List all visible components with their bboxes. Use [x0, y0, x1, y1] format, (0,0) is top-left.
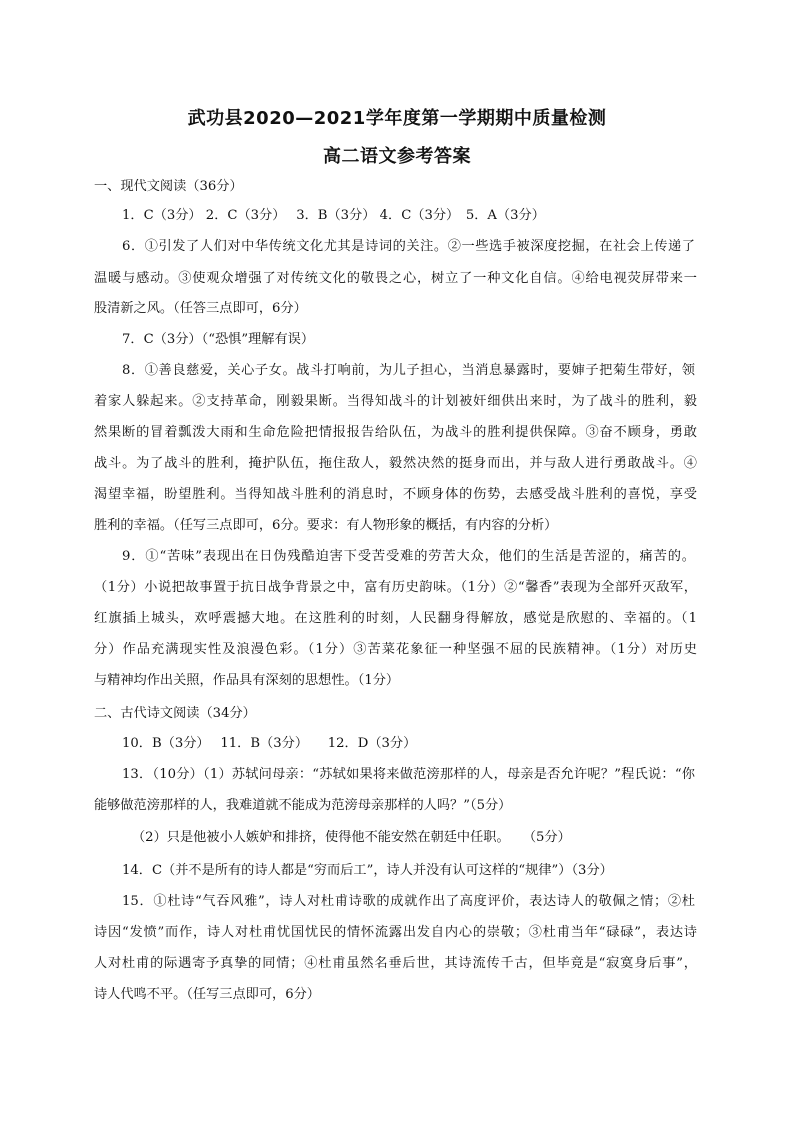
- answer-line: 红旗插上城头，欢呼震撼大地。在这胜利的时刻，人民翻身得解放，感觉是欣慰的、幸福的。（1: [94, 611, 697, 626]
- answer-line: 温暖与感动。③使观众增强了对传统文化的敬畏之心，树立了一种文化自信。④给电视荧屏带来一: [94, 271, 697, 286]
- answer-line: 7．C（3分）（“恐惧”理解有误）: [122, 332, 315, 347]
- answer-line: 人对杜甫的际遇寄予真挚的同情；④杜甫虽然名垂后世，其诗流传千古，但毕竟是“寂寞身后事”，: [94, 956, 697, 971]
- answer-line: 1．C（3分） 2．C（3分） 3．B（3分） 4．C（3分） 5．A（3分）: [122, 208, 545, 223]
- answer-line: 诗因“发愤”而作，诗人对杜甫忧国忧民的情怀流露出发自内心的崇敬；③杜甫当年“碌碌”，表达诗: [94, 925, 697, 940]
- answer-line: 诗人代鸣不平。（任写三点即可，6分）: [94, 987, 320, 1002]
- answer-line: 着家人躲起来。②支持革命，刚毅果断。当得知战斗的计划被奸细供出来时，为了战斗的胜利，毅: [94, 394, 697, 409]
- answer-line: 9．①“苦味”表现出在日伪残酷迫害下受苦受难的劳苦大众，他们的生活是苦涩的，痛苦的。: [122, 549, 695, 564]
- section-heading-classical-reading: 二、古代诗文阅读（34分）: [94, 706, 256, 721]
- answer-line: 与精神均作出关照，作品具有深刻的思想性。（1分）: [94, 673, 400, 688]
- answer-line: 胜利的幸福。（任写三点即可，6分。要求：有人物形象的概括，有内容的分析）: [94, 518, 558, 533]
- answer-line: 13．（10分）（1）苏轼问母亲：“苏轼如果将来做范滂那样的人，母亲是否允许呢？”程氏说：“你: [122, 767, 695, 782]
- answer-line: （1分）小说把故事置于抗日战争背景之中，富有历史韵味。（1分）②“馨香”表现为全部歼灭敌军，: [94, 580, 697, 595]
- answer-line: （2）只是他被小人嫉妒和排挤，使得他不能安然在朝廷中任职。 （5分）: [132, 830, 571, 845]
- answer-line: 8．①善良慈爱，关心子女。战斗打响前，为儿子担心，当消息暴露时，要婶子把菊生带好，领: [122, 363, 695, 378]
- answer-line: 股清新之风。（任答三点即可，6分）: [94, 301, 307, 316]
- answer-line: 10．B（3分） 11．B（3分） 12．D（3分）: [122, 736, 417, 751]
- section-heading-modern-reading: 一、现代文阅读（36分）: [94, 179, 243, 194]
- answer-line: 6．①引发了人们对中华传统文化尤其是诗词的关注。②一些选手被深度挖掘，在社会上传递了: [122, 239, 695, 254]
- answer-line: 战斗。为了战斗的胜利，掩护队伍，拖住敌人，毅然决然的挺身而出，并与敌人进行勇敢战斗。④: [94, 456, 697, 471]
- answer-line: 14．C（并不是所有的诗人都是“穷而后工”，诗人并没有认可这样的“规律”）（3分）: [122, 863, 613, 878]
- document-title: 武功县2020—2021学年度第一学期期中质量检测: [187, 108, 607, 129]
- answer-line: 能够做范滂那样的人，我难道就不能成为范滂母亲那样的人吗？”（5分）: [94, 798, 512, 813]
- answer-line: 渴望幸福，盼望胜利。当得知战斗胜利的消息时，不顾身体的伤势，去感受战斗胜利的喜悦，享受: [94, 487, 697, 502]
- answer-line: 分）作品充满现实性及浪漫色彩。（1分）③苦菜花象征一种坚强不屈的民族精神。（1分）对历史: [94, 642, 697, 657]
- answer-line: 然果断的冒着瓢泼大雨和生命危险把情报报告给队伍，为战斗的胜利提供保障。③奋不顾身，勇敢: [94, 425, 697, 440]
- document-subtitle: 高二语文参考答案: [323, 146, 471, 167]
- answer-line: 15．①杜诗“气吞风雅”，诗人对杜甫诗歌的成就作出了高度评价，表达诗人的敬佩之情；②杜: [122, 894, 695, 909]
